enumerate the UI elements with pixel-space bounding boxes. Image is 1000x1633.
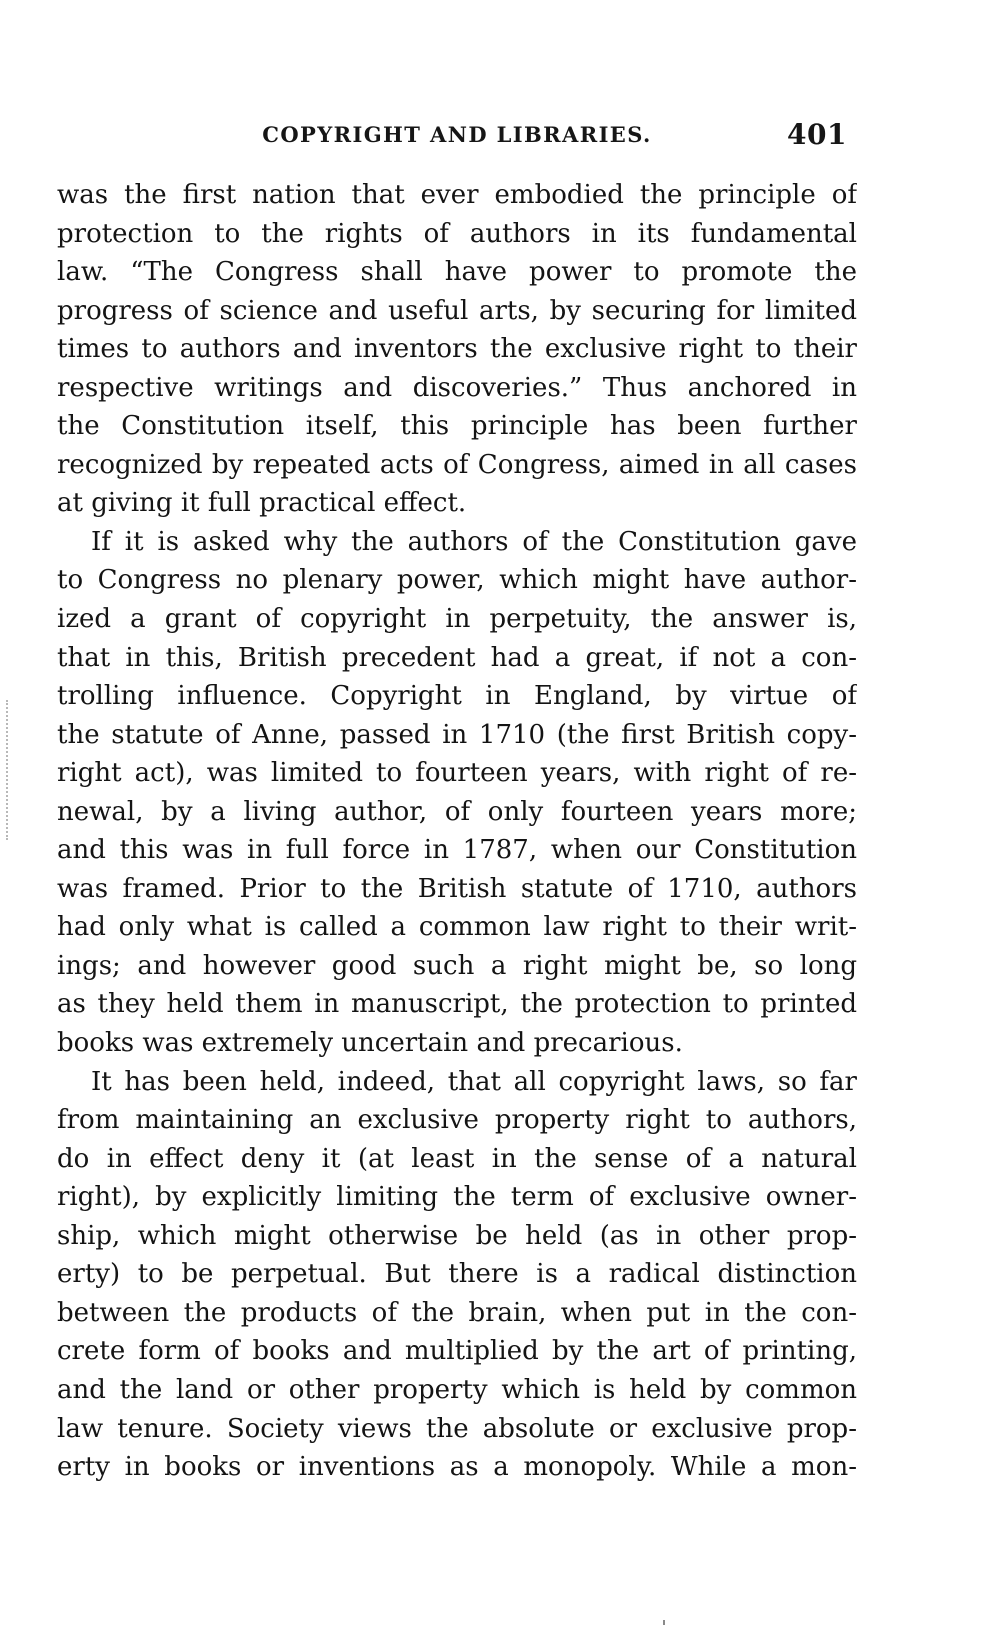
page-number: 401: [787, 118, 847, 151]
text-line: the Constitution itself, this principle has been further: [57, 411, 857, 442]
text-line: recognized by repeated acts of Congress, aimed in all cases: [57, 449, 857, 480]
text-line: to Congress no plenary power, which might have author-: [57, 565, 857, 596]
text-line: law tenure. Society views the absolute or exclusive prop-: [57, 1413, 857, 1444]
text-line: and this was in full force in 1787, when our Constitution: [57, 835, 857, 866]
text-line: trolling influence. Copyright in England, by virtue of: [57, 681, 857, 712]
text-line: that in this, British precedent had a great, if not a con-: [57, 642, 857, 673]
text-line: protection to the rights of authors in its fundamental: [57, 218, 857, 249]
text-line: right), by explicitly limiting the term of exclusive owner-: [57, 1182, 857, 1213]
margin-scan-artifact: [6, 700, 11, 840]
text-line: the statute of Anne, passed in 1710 (the first British copy-: [57, 719, 857, 750]
text-line: at giving it full practical effect.: [57, 488, 467, 519]
running-head: [57, 118, 857, 158]
text-line: times to authors and inventors the exclusive right to their: [57, 334, 857, 365]
text-line: from maintaining an exclusive property right to authors,: [57, 1105, 857, 1136]
text-line: newal, by a living author, of only fourteen years more;: [57, 796, 857, 827]
text-line: ings; and however good such a right might be, so long: [57, 950, 857, 981]
text-line: ized a grant of copyright in perpetuity, the answer is,: [57, 604, 857, 635]
text-line: respective writings and discoveries.” Thus anchored in: [57, 372, 857, 403]
text-line: between the products of the brain, when put in the con-: [57, 1297, 857, 1328]
running-title: COPYRIGHT AND LIBRARIES.: [262, 122, 652, 147]
ink-speck: [663, 1620, 665, 1625]
text-line: and the land or other property which is held by common: [57, 1374, 857, 1405]
paragraph-first-line: If it is asked why the authors of the Constitution gave: [91, 526, 857, 557]
text-line: right act), was limited to fourteen years, with right of re-: [57, 758, 857, 789]
text-line: erty in books or inventions as a monopoly. While a mon-: [57, 1452, 857, 1483]
body-text: [57, 176, 857, 1487]
text-line: ship, which might otherwise be held (as in other prop-: [57, 1220, 857, 1251]
text-line: erty) to be perpetual. But there is a radical distinction: [57, 1259, 857, 1290]
text-line: crete form of books and multiplied by the art of printing,: [57, 1336, 857, 1367]
text-line: do in effect deny it (at least in the sense of a natural: [57, 1143, 857, 1174]
text-line: was framed. Prior to the British statute of 1710, authors: [57, 873, 857, 904]
text-line: books was extremely uncertain and precarious.: [57, 1028, 683, 1059]
text-line: had only what is called a common law right to their writ-: [57, 912, 857, 943]
paragraph-first-line: It has been held, indeed, that all copyright laws, so far: [91, 1066, 857, 1097]
text-line: progress of science and useful arts, by securing for limited: [57, 295, 857, 326]
text-line: as they held them in manuscript, the protection to printed: [57, 989, 857, 1020]
text-line: was the first nation that ever embodied the principle of: [57, 180, 857, 210]
text-line: law. “The Congress shall have power to promote the: [57, 257, 857, 288]
